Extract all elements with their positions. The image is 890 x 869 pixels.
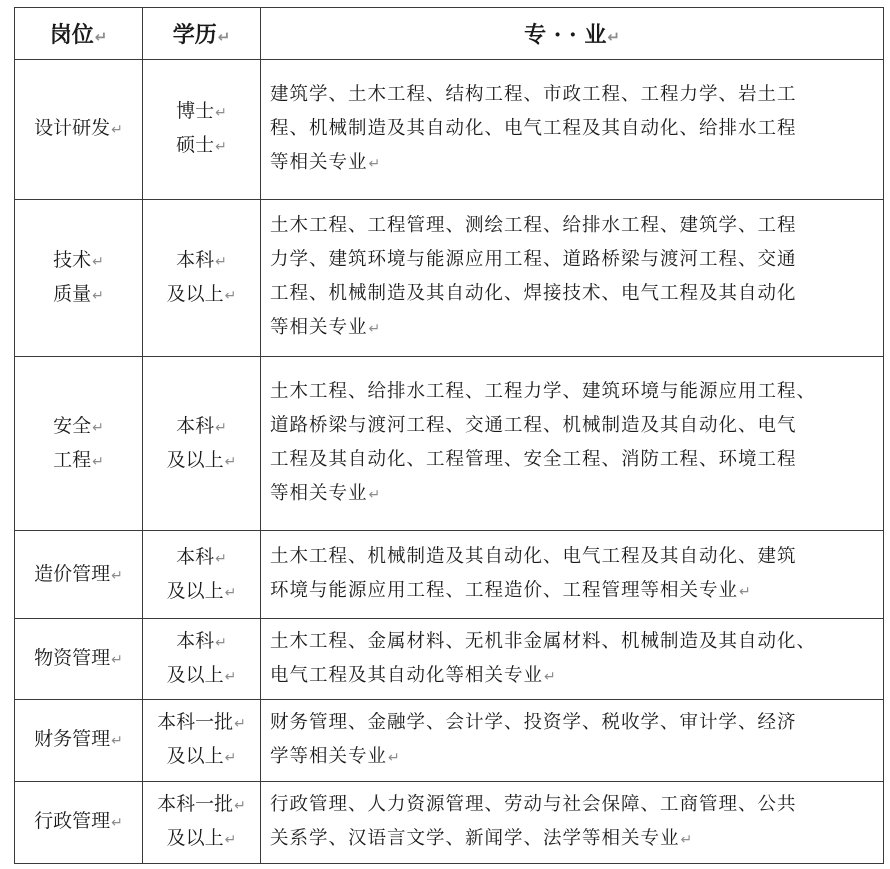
table-row <box>15 60 884 200</box>
major-cell-line <box>270 146 877 181</box>
table-header-row <box>15 8 884 60</box>
paragraph-mark: ↵ <box>215 105 227 122</box>
table-row <box>15 781 884 863</box>
paragraph-mark: ↵ <box>215 139 227 156</box>
recruitment-table <box>14 7 884 864</box>
paragraph-mark: ↵ <box>111 652 123 669</box>
paragraph-mark: ↵ <box>215 253 227 270</box>
major-cell-line <box>270 625 877 659</box>
paragraph-mark: ↵ <box>215 419 227 436</box>
table-row <box>15 618 884 699</box>
paragraph-mark: ↵ <box>92 419 104 436</box>
paragraph-mark: ↵ <box>368 321 382 338</box>
position-cell-text: 造价管理 <box>34 562 111 585</box>
position-cell-line <box>15 112 142 146</box>
major-cell-text: 程、机械制造及其自动化、电气工程及其自动化、给排水工程 <box>270 117 797 139</box>
education-cell-line <box>143 278 260 312</box>
major-cell-text: 关系学、汉语言文学、新闻学、法学等相关专业 <box>270 827 680 849</box>
position-cell-text: 行政管理 <box>34 810 111 833</box>
major-cell-line <box>270 443 877 477</box>
major-cell-line <box>270 209 877 243</box>
paragraph-mark: ↵ <box>544 668 557 685</box>
position-cell-text: 工程 <box>53 448 92 471</box>
education-cell-text: 及以上 <box>166 579 224 602</box>
position-cell-line <box>15 444 142 478</box>
paragraph-mark: ↵ <box>224 832 237 849</box>
education-cell-text: 及以上 <box>166 827 224 850</box>
paragraph-mark: ↵ <box>739 584 752 601</box>
major-cell-line <box>270 375 877 409</box>
major-cell-text: 土木工程、给排水工程、工程力学、建筑环境与能源应用工程、 <box>270 381 817 403</box>
major-cell-line <box>270 409 877 443</box>
major-cell-line <box>270 477 877 512</box>
header-position: 岗位↵ <box>15 8 143 60</box>
position-cell-text: 财务管理 <box>34 728 111 751</box>
table-row <box>15 357 884 531</box>
education-cell <box>143 700 261 781</box>
position-cell-text: 安全 <box>53 414 92 437</box>
major-cell-text: 等相关专业 <box>270 483 368 505</box>
major-cell-text: 电气工程及其自动化等相关专业 <box>270 664 544 686</box>
position-cell-line <box>15 805 142 839</box>
position-cell-line <box>15 642 142 676</box>
major-cell-line <box>270 659 877 694</box>
paragraph-mark: ↵ <box>224 287 237 304</box>
paragraph-mark: ↵ <box>224 669 237 686</box>
education-cell-text: 及以上 <box>166 448 224 471</box>
major-cell-line <box>270 277 877 311</box>
major-cell-line <box>270 243 877 277</box>
major-cell-line <box>270 112 877 146</box>
major-cell <box>261 357 884 531</box>
paragraph-mark: ↵ <box>234 798 246 815</box>
education-cell-text: 及以上 <box>166 745 224 768</box>
education-cell-text: 及以上 <box>166 282 224 305</box>
header-education: 学历↵ <box>143 8 261 60</box>
education-cell-line <box>143 822 260 856</box>
major-cell-line <box>270 822 877 857</box>
position-cell-line <box>15 244 142 278</box>
position-cell <box>15 60 143 200</box>
paragraph-mark: ↵ <box>111 815 123 832</box>
table-row <box>15 199 884 356</box>
paragraph-mark: ↵ <box>92 453 104 470</box>
major-cell-text: 力学、建筑环境与能源应用工程、道路桥梁与渡河工程、交通 <box>270 249 797 271</box>
major-cell <box>261 531 884 619</box>
position-cell <box>15 199 143 356</box>
position-cell <box>15 531 143 619</box>
education-cell-line <box>143 625 260 659</box>
major-cell <box>261 199 884 356</box>
education-cell-text: 及以上 <box>166 664 224 687</box>
paragraph-mark: ↵ <box>92 253 104 270</box>
education-cell-text: 本科 <box>176 545 215 568</box>
major-cell-text: 工程、机械制造及其自动化、焊接技术、电气工程及其自动化 <box>270 283 797 305</box>
education-cell <box>143 531 261 619</box>
position-cell-text: 物资管理 <box>34 647 111 670</box>
education-cell-line <box>143 129 260 163</box>
paragraph-mark: ↵ <box>111 122 123 139</box>
major-cell-line <box>270 788 877 822</box>
major-cell-text: 等相关专业 <box>270 317 368 339</box>
major-cell <box>261 60 884 200</box>
education-cell-text: 博士 <box>176 100 215 123</box>
table-row <box>15 531 884 619</box>
major-cell-text: 等相关专业 <box>270 151 368 173</box>
major-cell-text: 财务管理、金融学、会计学、投资学、税收学、审计学、经济 <box>270 711 797 733</box>
education-cell-text: 本科 <box>176 248 215 271</box>
paragraph-mark: ↵ <box>111 567 123 584</box>
education-cell-line <box>143 410 260 444</box>
paragraph-mark: ↵ <box>368 155 382 172</box>
major-cell-text: 环境与能源应用工程、工程造价、工程管理等相关专业 <box>270 580 739 602</box>
major-cell-text: 土木工程、工程管理、测绘工程、给排水工程、建筑学、工程 <box>270 215 797 237</box>
position-cell <box>15 618 143 699</box>
paragraph-mark: ↵ <box>224 453 237 470</box>
education-cell-line <box>143 788 260 822</box>
major-cell-text: 行政管理、人力资源管理、劳动与社会保障、工商管理、公共 <box>270 793 797 815</box>
major-cell-line <box>270 740 877 775</box>
major-cell-text: 道路桥梁与渡河工程、交通工程、机械制造及其自动化、电气 <box>270 415 797 437</box>
education-cell-line <box>143 244 260 278</box>
position-cell-line <box>15 278 142 312</box>
education-cell-text: 本科 <box>176 414 215 437</box>
position-cell-text: 设计研发 <box>34 117 111 140</box>
position-cell <box>15 357 143 531</box>
table-body <box>15 60 884 864</box>
position-cell-text: 技术 <box>53 248 92 271</box>
education-cell-line <box>143 740 260 774</box>
major-cell-text: 建筑学、土木工程、结构工程、市政工程、工程力学、岩土工 <box>270 83 797 105</box>
position-cell <box>15 781 143 863</box>
paragraph-mark: ↵ <box>388 749 401 766</box>
major-cell-text: 学等相关专业 <box>270 745 388 767</box>
paragraph-mark: ↵ <box>224 584 237 601</box>
major-cell-text: 工程及其自动化、工程管理、安全工程、消防工程、环境工程 <box>270 449 797 471</box>
position-cell-line <box>15 410 142 444</box>
paragraph-mark: ↵ <box>368 487 382 504</box>
major-cell-line <box>270 311 877 346</box>
position-cell <box>15 700 143 781</box>
education-cell-text: 本科一批 <box>157 793 234 816</box>
major-cell-text: 土木工程、机械制造及其自动化、电气工程及其自动化、建筑 <box>270 546 797 568</box>
paragraph-mark: ↵ <box>215 550 227 567</box>
education-cell <box>143 781 261 863</box>
table-row <box>15 700 884 781</box>
education-cell-line <box>143 575 260 609</box>
position-cell-line <box>15 723 142 757</box>
paragraph-mark: ↵ <box>215 635 227 652</box>
education-cell <box>143 618 261 699</box>
position-cell-line <box>15 558 142 592</box>
education-cell-line <box>143 706 260 740</box>
paragraph-mark: ↵ <box>224 750 237 767</box>
paragraph-mark: ↵ <box>234 716 246 733</box>
major-cell-line <box>270 78 877 112</box>
major-cell-line <box>270 574 877 609</box>
education-cell-line <box>143 444 260 478</box>
education-cell-text: 硕士 <box>176 134 215 157</box>
major-cell-line <box>270 540 877 574</box>
education-cell-text: 本科一批 <box>157 711 234 734</box>
position-cell-text: 质量 <box>53 282 92 305</box>
education-cell <box>143 357 261 531</box>
paragraph-mark: ↵ <box>92 287 104 304</box>
education-cell-line <box>143 659 260 693</box>
major-cell <box>261 700 884 781</box>
education-cell-text: 本科 <box>176 630 215 653</box>
major-cell-line <box>270 706 877 740</box>
education-cell <box>143 199 261 356</box>
paragraph-mark: ↵ <box>111 733 123 750</box>
paragraph-mark: ↵ <box>680 831 694 848</box>
major-cell <box>261 618 884 699</box>
education-cell-line <box>143 541 260 575</box>
major-cell-text: 土木工程、金属材料、无机非金属材料、机械制造及其自动化、 <box>270 630 817 652</box>
major-cell <box>261 781 884 863</box>
education-cell-line <box>143 95 260 129</box>
education-cell <box>143 60 261 200</box>
header-major: 专 · · 业↵ <box>261 8 884 60</box>
